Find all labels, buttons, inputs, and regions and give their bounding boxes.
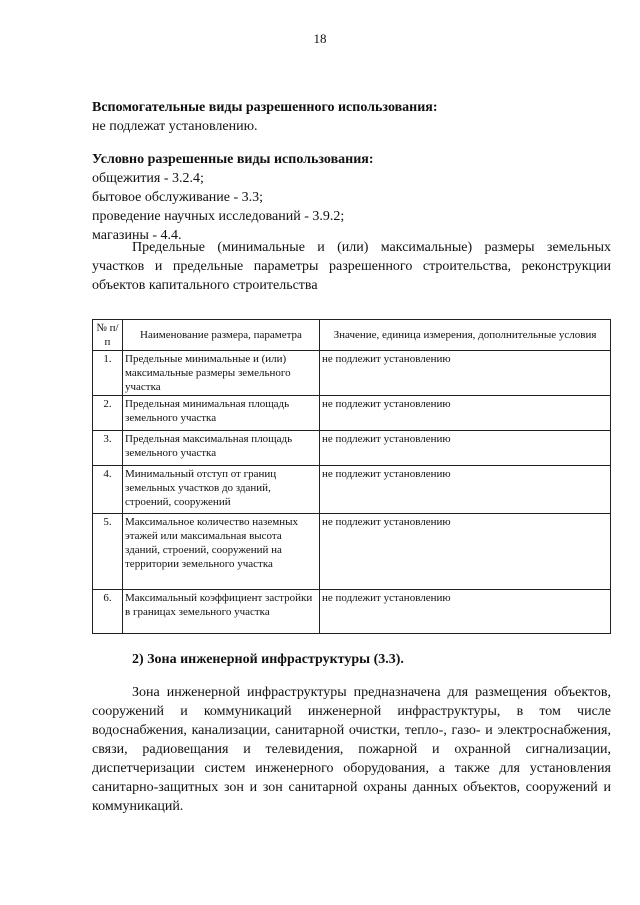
page-number: 18 bbox=[313, 31, 327, 46]
auxiliary-uses-section bbox=[92, 98, 612, 136]
conditional-use-item: магазины - 4.4. bbox=[92, 228, 182, 243]
row-parameter-name: Предельная максимальная площадь земельного участка bbox=[123, 431, 320, 466]
auxiliary-uses-text: не подлежат установлению. bbox=[92, 119, 258, 134]
header-parameter-name: Наименование размера, параметра bbox=[123, 320, 320, 351]
row-number: 4. bbox=[93, 466, 123, 514]
row-value: не подлежит установлению bbox=[320, 431, 611, 466]
row-number: 1. bbox=[93, 351, 123, 396]
row-parameter-name: Минимальный отступ от границ земельных участков до зданий, строений, сооружений bbox=[123, 466, 320, 514]
conditional-use-item: общежития - 3.2.4; bbox=[92, 171, 204, 186]
auxiliary-uses-heading: Вспомогательные виды разрешенного использования: bbox=[92, 100, 438, 115]
header-number: № п/п bbox=[93, 320, 123, 351]
zone-description-paragraph: Зона инженерной инфраструктуры предназначена для размещения объектов, сооружений и коммуникаций инженерной инфраструктуры, в том числе водоснабжения, канализации, санитарной очистки, тепло-, газо- и электроснабжения, связи, радиовещания и телевидения, пожарной и охранной сигнализации, диспетчеризации систем инженерного оборудования, а также для установления санитарно-защитных зон и зон санитарной охраны данных объектов, сооружений и коммуникаций. bbox=[92, 685, 611, 814]
table-row bbox=[93, 351, 611, 396]
row-value: не подлежит установлению bbox=[320, 590, 611, 634]
row-parameter-name: Предельные минимальные и (или) максимальные размеры земельного участка bbox=[123, 351, 320, 396]
conditional-use-item: проведение научных исследований - 3.9.2; bbox=[92, 209, 345, 224]
row-number: 2. bbox=[93, 396, 123, 431]
row-value: не подлежит установлению bbox=[320, 351, 611, 396]
header-value: Значение, единица измерения, дополнительные условия bbox=[320, 320, 611, 351]
row-value: не подлежит установлению bbox=[320, 466, 611, 514]
conditional-use-item: бытовое обслуживание - 3.3; bbox=[92, 190, 264, 205]
conditional-uses-heading: Условно разрешенные виды использования: bbox=[92, 152, 374, 167]
row-value: не подлежит установлению bbox=[320, 514, 611, 590]
table-row bbox=[93, 590, 611, 634]
table-row bbox=[93, 466, 611, 514]
table-row bbox=[93, 431, 611, 466]
row-number: 6. bbox=[93, 590, 123, 634]
row-number: 5. bbox=[93, 514, 123, 590]
zone-section-title: 2) Зона инженерной инфраструктуры (3.3). bbox=[132, 652, 404, 667]
row-value: не подлежит установлению bbox=[320, 396, 611, 431]
table-row bbox=[93, 396, 611, 431]
table-header-row bbox=[93, 320, 611, 351]
row-number: 3. bbox=[93, 431, 123, 466]
parameters-intro-paragraph: Предельные (минимальные и (или) максимальные) размеры земельных участков и предельные параметры разрешенного строительства, реконструкции объектов капитального строительства bbox=[92, 240, 611, 293]
table-row bbox=[93, 514, 611, 590]
row-parameter-name: Максимальный коэффициент застройки в границах земельного участка bbox=[123, 590, 320, 634]
row-parameter-name: Максимальное количество наземных этажей или максимальная высота зданий, строений, сооружений на территории земельного участка bbox=[123, 514, 320, 590]
conditional-uses-section bbox=[92, 150, 612, 245]
parameters-table bbox=[92, 319, 611, 634]
row-parameter-name: Предельная минимальная площадь земельного участка bbox=[123, 396, 320, 431]
